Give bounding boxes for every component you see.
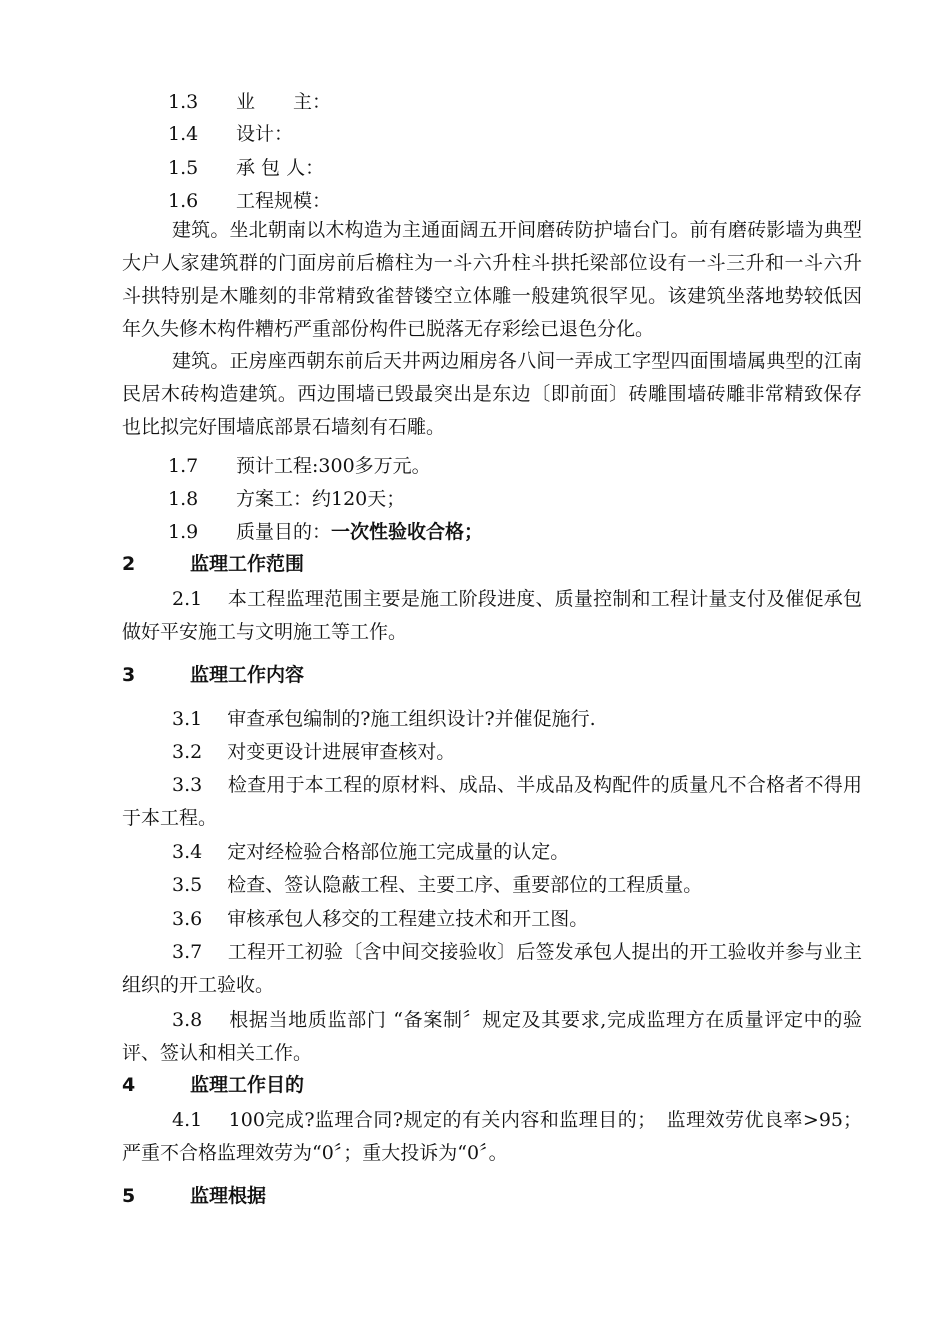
item-text-group: [236, 520, 483, 544]
section-number: 5: [122, 1185, 136, 1207]
section-title: 监理工作目的: [190, 1074, 305, 1096]
item-number: 1.5: [168, 157, 199, 179]
section-number: 4: [122, 1074, 136, 1096]
section-title: 监理工作范围: [190, 553, 305, 575]
item-text: 工程规模：: [236, 190, 332, 212]
item-text: 质量目的：: [236, 521, 332, 543]
section-3-item: 3.4 定对经检验合格部位施工完成量的认定。: [172, 841, 570, 863]
item-text: 预计工程:300多万元。: [236, 455, 431, 477]
section-3-item: 3.3 检查用于本工程的原材料、成品、半成品及构配件的质量凡不合格者不得用于本工程。: [122, 774, 862, 829]
section-3-item: 3.1 审查承包编制的?施工组织设计?并催促施行.: [172, 708, 596, 730]
item-number: 1.3: [168, 91, 199, 113]
section-3-item: 3.8 根据当地质监部门 “备案制〞规定及其要求,完成监理方在质量评定中的验评、签认和相关工作。: [122, 1009, 862, 1064]
section-2-paragraph: 2.1 本工程监理范围主要是施工阶段进度、质量控制和工程计量支付及催促承包做好平安施工与文明施工等工作。: [122, 588, 862, 643]
item-text: 业 主：: [236, 91, 332, 113]
item-number: 1.4: [168, 123, 199, 145]
section-3-item: 3.6 审核承包人移交的工程建立技术和开工图。: [172, 908, 589, 930]
item-text-emphasis: 一次性验收合格；: [331, 521, 484, 543]
item-text: 方案工：约120天；: [236, 488, 406, 510]
section-title: 监理工作内容: [190, 664, 305, 686]
item-number: 1.6: [168, 190, 199, 212]
section-number: 3: [122, 664, 136, 686]
item-number: 1.8: [168, 488, 199, 510]
item-text: 设计：: [236, 123, 294, 145]
scale-paragraph-1: 建筑。坐北朝南以木构造为主通面阔五开间磨砖防护墙台门。前有磨砖影墙为典型大户人家建筑群的门面房前后檐柱为一斗六升柱斗拱托梁部位设有一斗三升和一斗六升斗拱特别是木雕刻的非常精致雀替镂空立体雕一般建筑很罕见。该建筑坐落地势较低因年久失修木构件糟朽严重部份构件已脱落无存彩绘已退色分化。: [122, 219, 862, 340]
section-title: 监理根据: [190, 1185, 267, 1207]
section-number: 2: [122, 553, 136, 575]
item-number: 1.7: [168, 455, 199, 477]
section-3-item: 3.2 对变更设计进展审查核对。: [172, 741, 456, 763]
item-text: 承 包 人：: [236, 157, 325, 179]
scale-paragraph-2: 建筑。正房座西朝东前后天井两边厢房各八间一弄成工字型四面围墙属典型的江南民居木砖构造建筑。西边围墙已毁最突出是东边〔即前面〕砖雕围墙砖雕非常精致保存也比拟完好围墙底部景石墙刻有石雕。: [122, 350, 862, 438]
section-3-item: 3.7 工程开工初验〔含中间交接验收〕后签发承包人提出的开工验收并参与业主组织的开工验收。: [122, 941, 862, 996]
item-number: 1.9: [168, 521, 199, 543]
section-3-item: 3.5 检查、签认隐蔽工程、主要工序、重要部位的工程质量。: [172, 874, 703, 896]
section-4-paragraph: 4.1 100完成?监理合同?规定的有关内容和监理目的； 监理效劳优良率>95；严重不合格监理效劳为“0〞；重大投诉为“0〞。: [122, 1109, 862, 1164]
